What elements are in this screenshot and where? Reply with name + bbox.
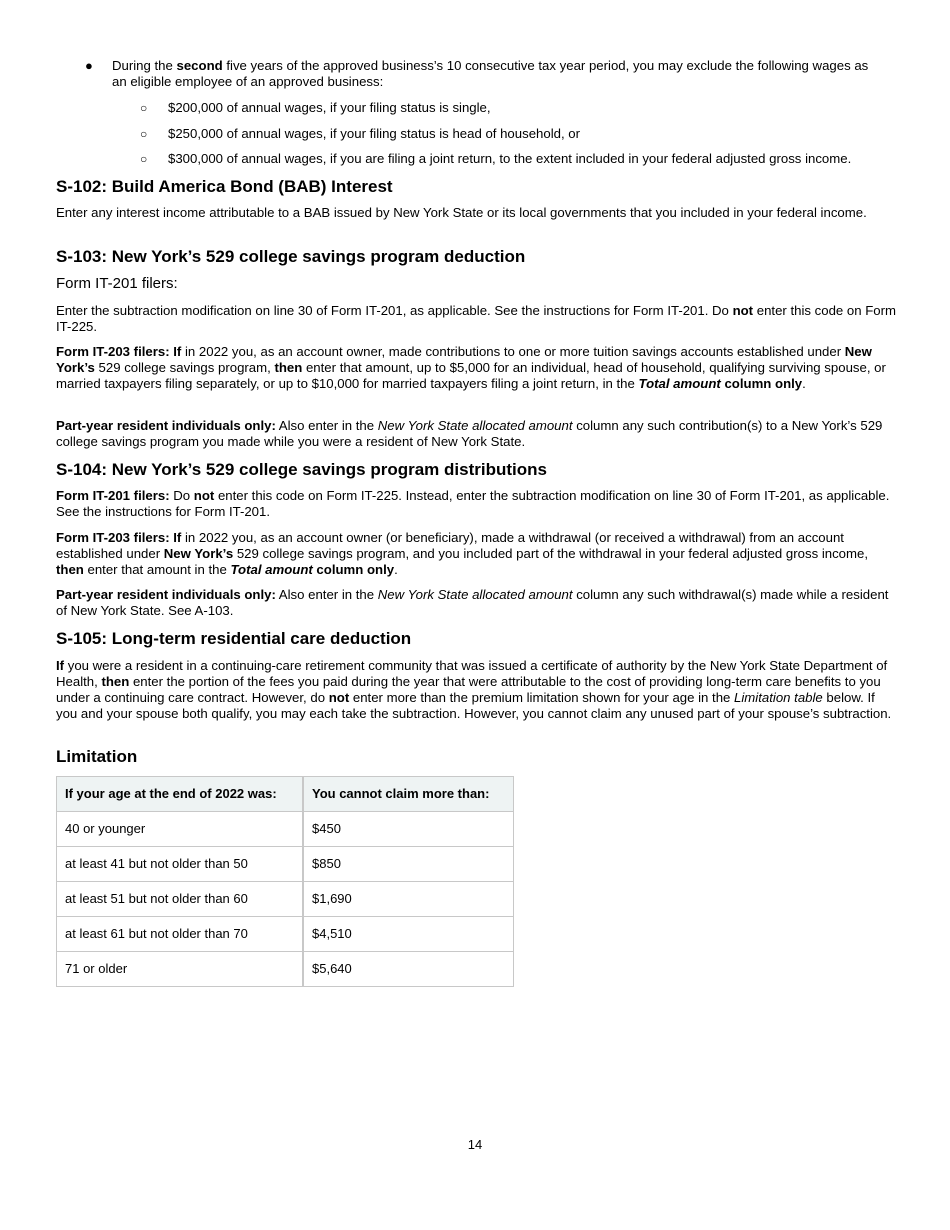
s104-paragraph-2: Form IT-203 filers: If in 2022 you, as an account owner (or beneficiary), made a withdrawal (or received a withdrawal) from an account established under New York’s 529 college savings program, and you included part of the withdrawal in your federal adjusted gross income, then enter that amount in the Total amount column only.: [56, 530, 869, 577]
s103-paragraph-3: Part-year resident individuals only: Also enter in the New York State allocated amount column any such contribution(s) to a New York’s 529 college savings program you made while you were a resident of New York State.: [56, 418, 883, 449]
section-heading-s104: S-104: New York’s 529 college savings program distributions: [56, 460, 547, 479]
table-row: [57, 952, 514, 987]
table-row: [57, 917, 514, 952]
s104-paragraph-1: Form IT-201 filers: Do not enter this code on Form IT-225. Instead, enter the subtraction modification on line 30 of Form IT-201, as applicable. See the instructions for Form IT-201.: [56, 488, 890, 519]
circle-bullet-icon: ○: [140, 152, 148, 166]
limit-cell: $5,640: [303, 952, 514, 987]
circle-bullet-icon: ○: [140, 101, 148, 115]
column-header: If your age at the end of 2022 was:: [57, 777, 304, 812]
s103-paragraph-2: Form IT-203 filers: If in 2022 you, as an account owner, made contributions to one or more tuition savings accounts established under New York’s 529 college savings program, then enter that amount, up to $5,000 for an individual, head of household, qualifying surviving spouse, or married taxpayers filing separately, or up to $10,000 for married taxpayers filing a joint return, in the Total amount column only.: [56, 344, 886, 391]
bullet-text: During the second five years of the approved business’s 10 consecutive tax year period, you may exclude the following wages as an eligible employee of an approved business:: [112, 58, 869, 89]
age-cell: at least 61 but not older than 70: [57, 917, 304, 952]
s102-paragraph: Enter any interest income attributable to a BAB issued by New York State or its local governments that you included in your federal income.: [56, 205, 867, 220]
circle-bullet-icon: ○: [140, 127, 148, 141]
bullet-dot-icon: ●: [85, 58, 93, 73]
limitation-heading: Limitation: [56, 747, 138, 766]
limit-cell: $4,510: [303, 917, 514, 952]
s104-paragraph-3: Part-year resident individuals only: Also enter in the New York State allocated amount column any such withdrawal(s) made while a resident of New York State. See A-103.: [56, 587, 889, 618]
s103-paragraph-1: Enter the subtraction modification on line 30 of Form IT-201, as applicable. See the instructions for Form IT-201. Do not enter this code on Form IT-225.: [56, 303, 897, 334]
limit-cell: $850: [303, 847, 514, 882]
age-cell: 71 or older: [57, 952, 304, 987]
s103-subheading: Form IT-201 filers:: [56, 275, 178, 292]
table-row: [57, 882, 514, 917]
section-heading-s105: S-105: Long-term residential care deduction: [56, 629, 412, 648]
section-heading-s103: S-103: New York’s 529 college savings program deduction: [56, 247, 526, 266]
table-row: [57, 847, 514, 882]
s105-paragraph: If you were a resident in a continuing-care retirement community that was issued a certificate of authority by the New York State Department of Health, then enter the portion of the fees you paid during the year that were attributable to the cost of providing long-term care benefits to you under a continuing care contract. However, do not enter more than the premium limitation shown for your age in the Limitation table below. If you and your spouse both qualify, you may each take the subtraction. However, you cannot claim any unused part of your spouse’s subtraction.: [56, 658, 892, 721]
section-heading-s102: S-102: Build America Bond (BAB) Interest: [56, 177, 393, 196]
limitation-table: [56, 776, 514, 987]
age-cell: at least 51 but not older than 60: [57, 882, 304, 917]
age-cell: at least 41 but not older than 50: [57, 847, 304, 882]
limit-cell: $450: [303, 812, 514, 847]
column-header: You cannot claim more than:: [303, 777, 514, 812]
limit-cell: $1,690: [303, 882, 514, 917]
age-cell: 40 or younger: [57, 812, 304, 847]
table-header-row: [57, 777, 514, 812]
page-number: 14: [467, 1137, 483, 1152]
table-row: [57, 812, 514, 847]
